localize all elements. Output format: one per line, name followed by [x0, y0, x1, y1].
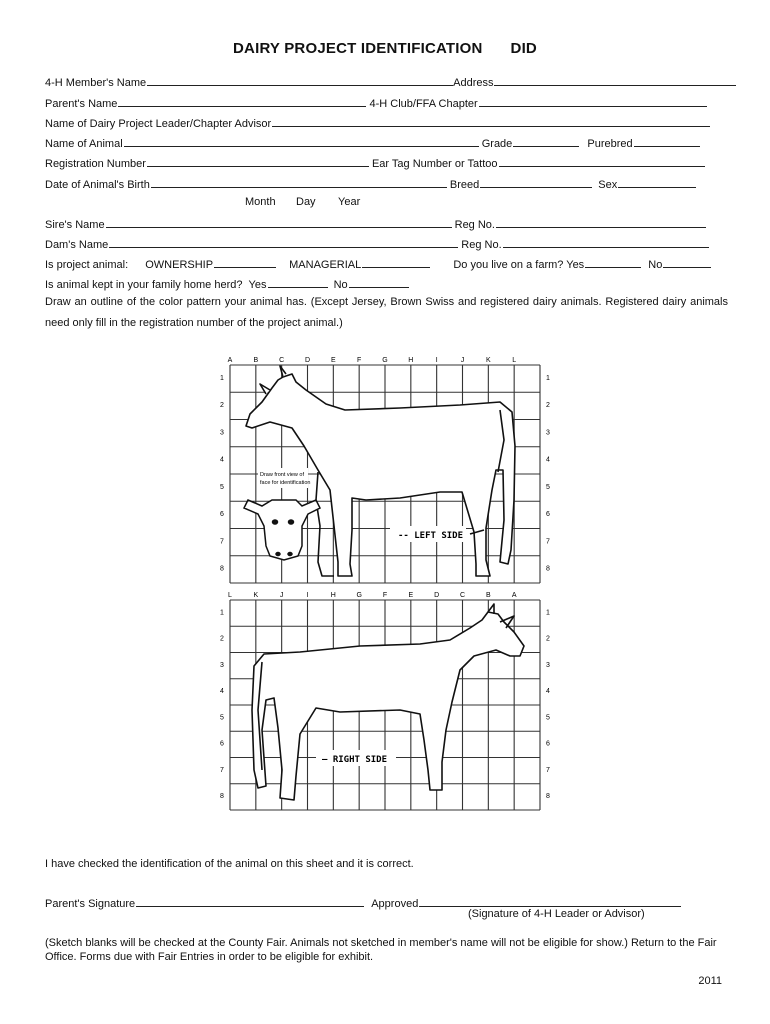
- herd-yes-label: Yes: [248, 279, 267, 291]
- cow-right-side-outline: [252, 604, 524, 800]
- club-blank[interactable]: [479, 95, 707, 107]
- grid-column-label: H: [408, 357, 414, 364]
- parent-name-blank[interactable]: [118, 95, 366, 107]
- sex-blank[interactable]: [618, 176, 696, 188]
- grid-column-label: J: [279, 592, 284, 599]
- grid-column-label: A: [511, 592, 517, 599]
- parent-signature-blank[interactable]: [136, 895, 364, 907]
- year-label: Year: [338, 196, 361, 208]
- grid-column-label: G: [356, 592, 362, 599]
- member-name-blank[interactable]: [147, 74, 453, 86]
- grid-row-label-right: 1: [546, 374, 550, 382]
- grid-row-label-right: 7: [546, 538, 550, 546]
- dam-label: Dam's Name: [45, 239, 109, 251]
- ear-tag-blank[interactable]: [499, 155, 705, 167]
- approved-blank[interactable]: [419, 895, 681, 907]
- grid-row-label-right: 2: [546, 402, 550, 410]
- checked-statement: I have checked the identification of the animal on this sheet and it is correct.: [45, 858, 414, 870]
- grid-row-label-left: 2: [220, 635, 224, 643]
- grid-column-label: B: [253, 357, 259, 364]
- grid-row-label-left: 4: [220, 456, 224, 464]
- grid-row-label-left: 7: [220, 538, 224, 546]
- farm-label: Do you live on a farm? Yes: [453, 259, 585, 271]
- grid-row-label-left: 3: [220, 661, 224, 669]
- grid-row-label-left: 6: [220, 740, 224, 748]
- address-label: Address: [453, 77, 494, 89]
- birth-label: Date of Animal's Birth: [45, 179, 150, 191]
- managerial-label: MANAGERIAL: [289, 259, 362, 271]
- grid-column-label: A: [227, 357, 233, 364]
- head-label-line-2: face for identification: [260, 480, 311, 486]
- row-birth: [45, 176, 720, 191]
- grid-row-label-right: 3: [546, 429, 550, 437]
- sire-reg-blank[interactable]: [496, 216, 706, 228]
- grid-column-label: C: [279, 357, 285, 364]
- animal-name-blank[interactable]: [124, 135, 479, 147]
- instructions: Draw an outline of the color pattern your animal has. (Except Jersey, Brown Swiss and registered dairy animals. Registered dairy animals need only fill in the registration number of the project animal.): [45, 296, 728, 329]
- grid-column-label: J: [460, 357, 465, 364]
- grid-row-label-right: 2: [546, 635, 550, 643]
- head-label-line-1: Draw front view of: [260, 472, 305, 478]
- grid-row-label-left: 5: [220, 483, 224, 491]
- grade-label: Grade: [481, 138, 513, 150]
- row-dam: [45, 236, 720, 251]
- leader-label: Name of Dairy Project Leader/Chapter Advisor: [45, 118, 272, 130]
- registration-label: Registration Number: [45, 158, 146, 170]
- grid-column-label: D: [434, 592, 440, 599]
- grid-row-label-left: 1: [220, 609, 224, 617]
- sire-blank[interactable]: [106, 216, 452, 228]
- grid-column-label: I: [306, 592, 309, 599]
- grade-blank[interactable]: [513, 135, 579, 147]
- animal-name-label: Name of Animal: [45, 138, 123, 150]
- grid-column-label: H: [330, 592, 336, 599]
- grid-column-label: L: [228, 592, 232, 599]
- grid-row-label-left: 8: [220, 565, 224, 573]
- grid-column-label: F: [382, 592, 388, 599]
- grid-row-label-right: 6: [546, 511, 550, 519]
- home-herd-label: Is animal kept in your family home herd?: [45, 279, 243, 291]
- herd-yes-blank[interactable]: [268, 276, 328, 288]
- project-animal-label: Is project animal:: [45, 259, 129, 271]
- form-title: [0, 40, 770, 57]
- title-code: DID: [510, 40, 537, 57]
- grid-column-label: C: [459, 592, 466, 599]
- title-text: DAIRY PROJECT IDENTIFICATION: [233, 40, 483, 57]
- grid-row-label-right: 5: [546, 714, 550, 722]
- dam-reg-label: Reg No.: [461, 239, 502, 251]
- row-member: [45, 74, 720, 89]
- right-side-label: — RIGHT SIDE: [322, 755, 388, 765]
- row-registration: [45, 155, 720, 170]
- dam-blank[interactable]: [109, 236, 458, 248]
- ear-tag-label: Ear Tag Number or Tattoo: [371, 158, 498, 170]
- breed-blank[interactable]: [480, 176, 592, 188]
- grid-row-label-left: 1: [220, 374, 224, 382]
- sire-label: Sire's Name: [45, 219, 105, 231]
- month-label: Month: [245, 196, 276, 208]
- birth-blank[interactable]: [151, 176, 447, 188]
- approved-label: Approved: [371, 898, 419, 910]
- purebred-blank[interactable]: [634, 135, 700, 147]
- grid-row-label-right: 5: [546, 483, 550, 491]
- grid-column-label: K: [485, 357, 491, 364]
- grid-row-label-right: 8: [546, 793, 550, 801]
- grid-column-label: L: [512, 357, 517, 364]
- row-home-herd: [45, 276, 720, 291]
- sex-label: Sex: [598, 179, 618, 191]
- dam-reg-blank[interactable]: [503, 236, 709, 248]
- sire-reg-label: Reg No.: [454, 219, 495, 231]
- top-column-labels: [228, 357, 517, 364]
- farm-no-label: No: [648, 259, 663, 271]
- grid-column-label: I: [435, 357, 438, 364]
- purebred-label: Purebred: [587, 138, 633, 150]
- grid-column-label: G: [382, 357, 388, 364]
- grid-column-label: E: [330, 357, 336, 364]
- cow-diagram[interactable]: [0, 350, 770, 820]
- grid-row-label-right: 7: [546, 766, 550, 774]
- managerial-blank[interactable]: [362, 256, 430, 268]
- row-project-animal: [45, 256, 720, 271]
- grid-column-label: B: [485, 592, 491, 599]
- registration-blank[interactable]: [147, 155, 369, 167]
- grid-row-label-left: 2: [220, 402, 224, 410]
- left-side-label: -- LEFT SIDE: [398, 531, 464, 541]
- diagram-svg[interactable]: [0, 350, 770, 820]
- parent-signature-label: Parent's Signature: [45, 898, 136, 910]
- grid-row-label-right: 4: [546, 688, 550, 696]
- club-label: 4-H Club/FFA Chapter: [369, 98, 478, 110]
- leader-blank[interactable]: [272, 115, 710, 127]
- row-leader: [45, 115, 720, 130]
- day-label: Day: [296, 196, 316, 208]
- signature-note: (Signature of 4-H Leader or Advisor): [468, 908, 645, 920]
- parent-name-label: Parent's Name: [45, 98, 118, 110]
- grid-row-label-left: 3: [220, 429, 224, 437]
- herd-no-label: No: [333, 279, 348, 291]
- grid-row-label-right: 8: [546, 565, 550, 573]
- row-sire: [45, 216, 720, 231]
- grid-row-label-right: 4: [546, 456, 550, 464]
- member-name-label: 4-H Member's Name: [45, 77, 147, 89]
- grid-row-label-right: 6: [546, 740, 550, 748]
- grid-row-label-right: 1: [546, 609, 550, 617]
- grid-row-label-left: 7: [220, 766, 224, 774]
- ownership-label: OWNERSHIP: [145, 259, 214, 271]
- row-parent: [45, 95, 720, 110]
- farm-no-blank[interactable]: [663, 256, 711, 268]
- grid-row-label-right: 3: [546, 661, 550, 669]
- form-year: 2011: [698, 975, 722, 987]
- grid-row-label-left: 6: [220, 511, 224, 519]
- breed-label: Breed: [449, 179, 480, 191]
- row-animal: [45, 135, 720, 150]
- grid-column-label: E: [408, 592, 414, 599]
- grid-row-label-left: 5: [220, 714, 224, 722]
- footnote: (Sketch blanks will be checked at the County Fair. Animals not sketched in member's name will not be eligible for show.) Return to the Fair Office. Forms due with Fair Entries in order to be eligible for exhibit.: [45, 937, 717, 963]
- grid-column-label: D: [304, 357, 311, 364]
- herd-no-blank[interactable]: [349, 276, 409, 288]
- grid-row-label-left: 8: [220, 793, 224, 801]
- grid-column-label: F: [357, 357, 362, 364]
- ownership-blank[interactable]: [214, 256, 276, 268]
- farm-yes-blank[interactable]: [585, 256, 641, 268]
- grid-row-label-left: 4: [220, 688, 224, 696]
- bottom-column-labels: [228, 592, 517, 599]
- address-blank[interactable]: [494, 74, 736, 86]
- grid-column-label: K: [253, 592, 259, 599]
